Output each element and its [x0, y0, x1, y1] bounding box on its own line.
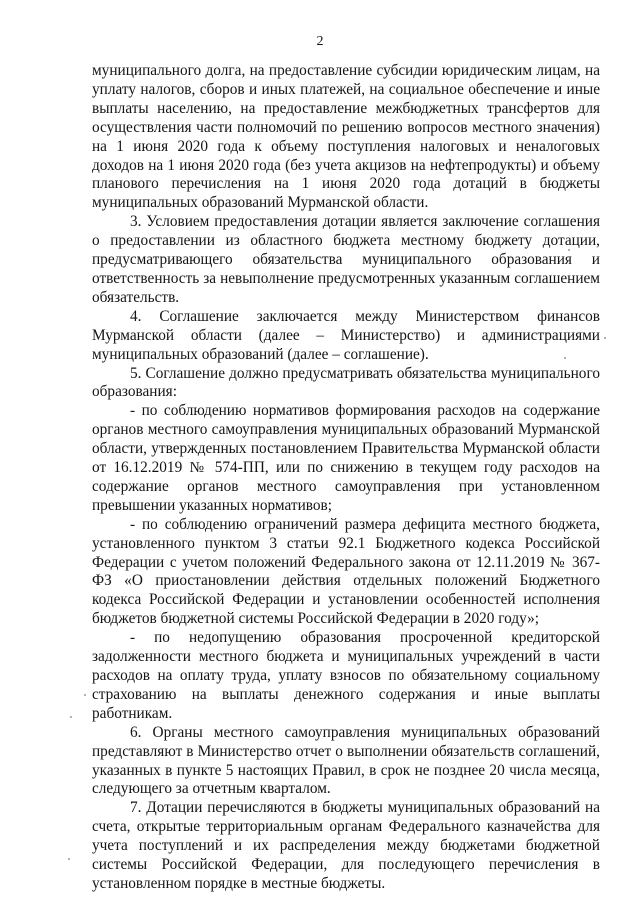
scan-speck: [568, 249, 570, 251]
scan-speck: [68, 858, 70, 860]
scan-speck: [604, 337, 606, 339]
paragraph-item-5-bullet-1: - по соблюдению нормативов формирования расходов на содержание органов местного самоуправления муниципальных образований Мурманской области, утвержденных постановлением Правительства Мурманской области от 16.12.2019 № 574-ПП, или по снижению в текущем году расходов на содержание органов местного самоуправления при установленном превышении указанных нормативов;: [92, 402, 600, 514]
paragraph-continuation: муниципального долга, на предоставление субсидии юридическим лицам, на уплату налогов, сборов и иных платежей, на социальное обеспечение и иные выплаты населению, на предоставление межбюджетных трансфертов для осуществления части полномочий по решению вопросов местного значения) на 1 июня 2020 года к объему поступления налоговых и неналоговых доходов на 1 июня 2020 года (без учета акцизов на нефтепродукты) и объему планового перечисления на 1 июня 2020 года дотаций в бюджеты муниципальных образований Мурманской области.: [92, 62, 600, 212]
paragraph-item-4: 4. Соглашение заключается между Министерством финансов Мурманской области (далее – Министерство) и администрациями муниципальных образований (далее – соглашение).: [92, 307, 600, 363]
scan-speck: [84, 694, 86, 696]
paragraph-item-5: 5. Соглашение должно предусматривать обязательства муниципального образования:: [92, 364, 600, 401]
document-body: [92, 62, 600, 894]
paragraph-item-5-bullet-3: - по недопущению образования просроченной кредиторской задолженности местного бюджета и муниципальных учреждений в части расходов на оплату труда, уплату взносов по обязательному социальному страхованию на выплаты денежного содержания и иные выплаты работникам.: [92, 629, 600, 722]
paragraph-item-6: 6. Органы местного самоуправления муниципальных образований представляют в Министерство отчет о выполнении обязательств соглашений, указанных в пункте 5 настоящих Правил, в срок не позднее 20 числа месяца, следующего за отчетным кварталом.: [92, 723, 600, 798]
paragraph-item-3: 3. Условием предоставления дотации является заключение соглашения о предоставлении из областного бюджета местному бюджету дотации, предусматривающего обязательства муниципального образования и ответственность за невыполнение предусмотренных указанным соглашением обязательств.: [92, 213, 600, 306]
paragraph-item-5-bullet-2: - по соблюдению ограничений размера дефицита местного бюджета, установленного пунктом 3 статьи 92.1 Бюджетного кодекса Российской Федерации с учетом положений Федерального закона от 12.11.2019 № 367-ФЗ «О приостановлении действия отдельных положений Бюджетного кодекса Российской Федерации и установлении особенностей исполнения бюджетов бюджетной системы Российской Федерации в 2020 году»;: [92, 515, 600, 628]
paragraph-item-7: 7. Дотации перечисляются в бюджеты муниципальных образований на счета, открытые территориальным органам Федерального казначейства для учета поступлений и их распределения между бюджетами бюджетной системы Российской Федерации, для последующего перечисления в установленном порядке в местные бюджеты.: [92, 799, 600, 892]
page-number: 2: [316, 34, 324, 49]
scan-speck: [564, 357, 566, 359]
scan-speck: [70, 716, 72, 718]
